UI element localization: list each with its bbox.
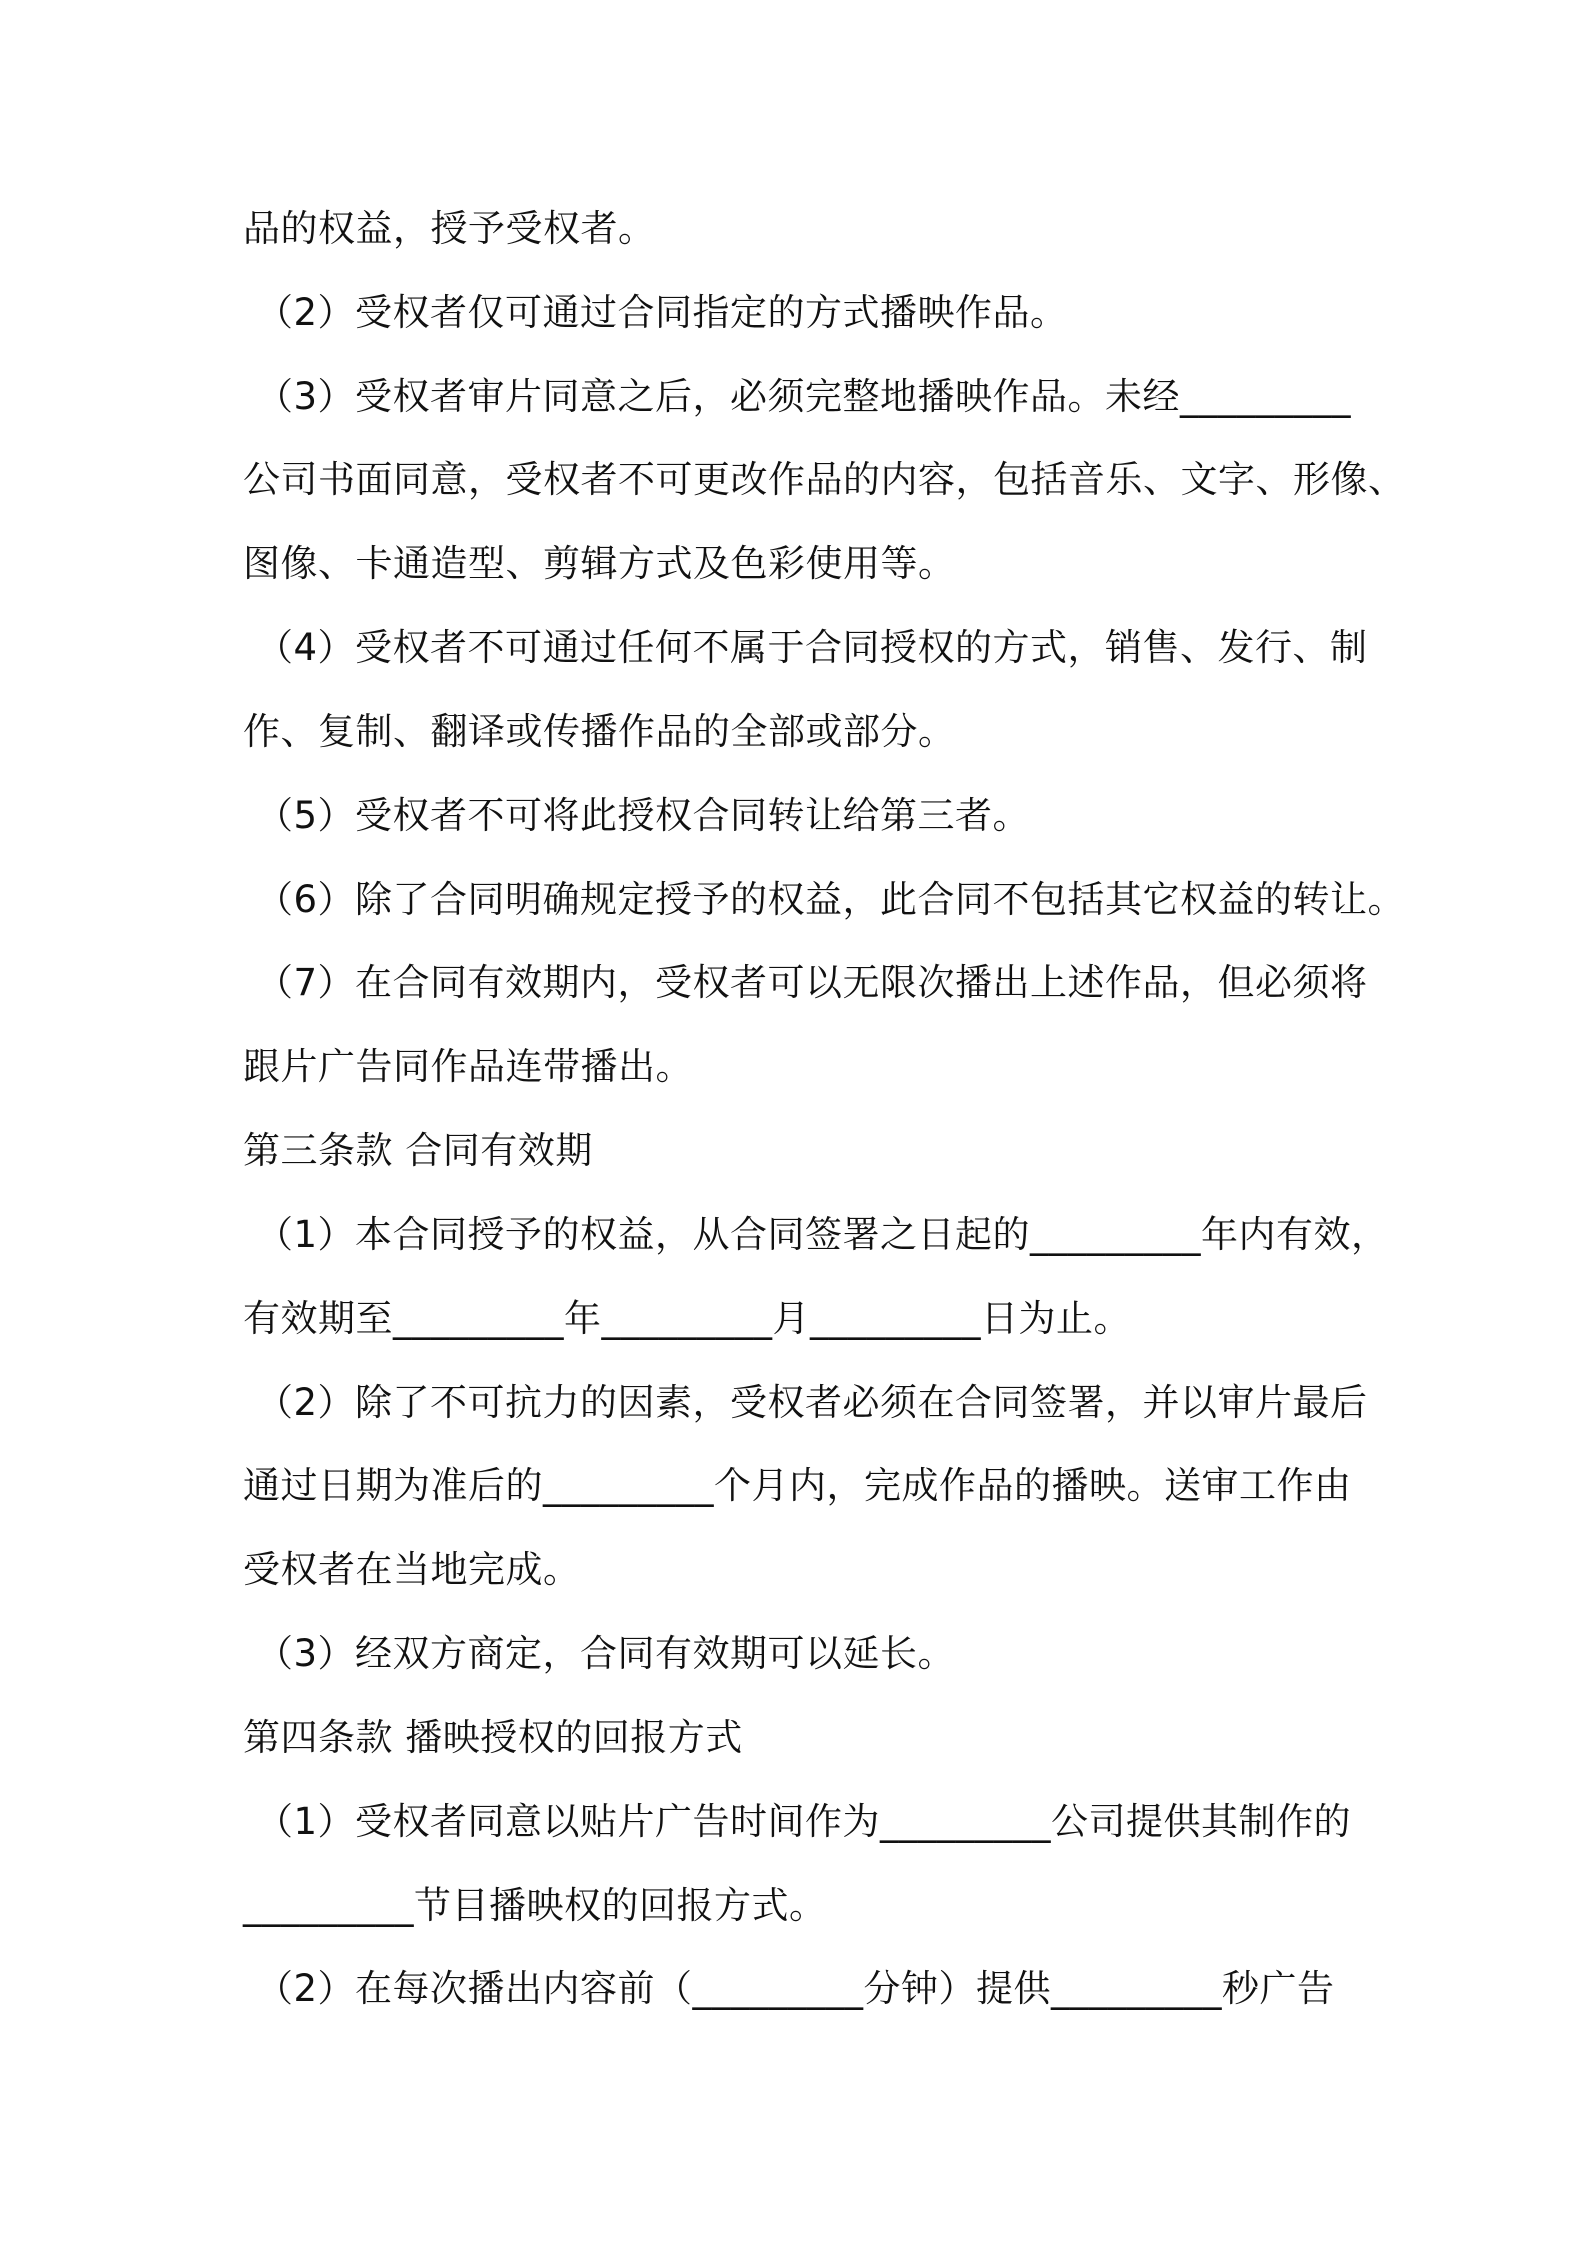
clause-item: （7）在合同有效期内，受权者可以无限次播出上述作品，但必须将 — [256, 961, 1368, 1004]
clause-item: （2）受权者仅可通过合同指定的方式播映作品。 — [256, 291, 1068, 334]
text-line: 跟片广告同作品连带播出。 — [243, 1045, 693, 1088]
text-line: 公司书面同意，受权者不可更改作品的内容，包括音乐、文字、形像、 — [243, 458, 1406, 501]
clause-item: （3）受权者审片同意之后，必须完整地播映作品。未经_________ — [256, 375, 1352, 418]
text-line: 作、复制、翻译或传播作品的全部或部分。 — [243, 710, 956, 753]
section-heading: 第三条款 合同有效期 — [243, 1129, 593, 1172]
text-line: 受权者在当地完成。 — [243, 1548, 581, 1591]
section-heading: 第四条款 播映授权的回报方式 — [243, 1716, 743, 1759]
text-line: 通过日期为准后的_________个月内，完成作品的播映。送审工作由 — [243, 1464, 1352, 1507]
clause-item: （3）经双方商定，合同有效期可以延长。 — [256, 1632, 956, 1675]
text-line: 图像、卡通造型、剪辑方式及色彩使用等。 — [243, 542, 956, 585]
clause-item: （2）除了不可抗力的因素，受权者必须在合同签署，并以审片最后 — [256, 1381, 1368, 1424]
text-line: 品的权益，授予受权者。 — [243, 207, 656, 250]
clause-item: （2）在每次播出内容前（_________分钟）提供_________秒广告 — [256, 1967, 1335, 2010]
text-line: 有效期至_________年_________月_________日为止。 — [243, 1297, 1131, 1340]
clause-item: （4）受权者不可通过任何不属于合同授权的方式，销售、发行、制 — [256, 626, 1368, 669]
clause-item: （1）本合同授予的权益，从合同签署之日起的_________年内有效， — [256, 1213, 1389, 1256]
text-line: _________节目播映权的回报方式。 — [243, 1884, 827, 1927]
clause-item: （1）受权者同意以贴片广告时间作为_________公司提供其制作的 — [256, 1800, 1352, 1843]
clause-item: （6）除了合同明确规定授予的权益，此合同不包括其它权益的转让。 — [256, 878, 1406, 921]
clause-item: （5）受权者不可将此授权合同转让给第三者。 — [256, 794, 1031, 837]
